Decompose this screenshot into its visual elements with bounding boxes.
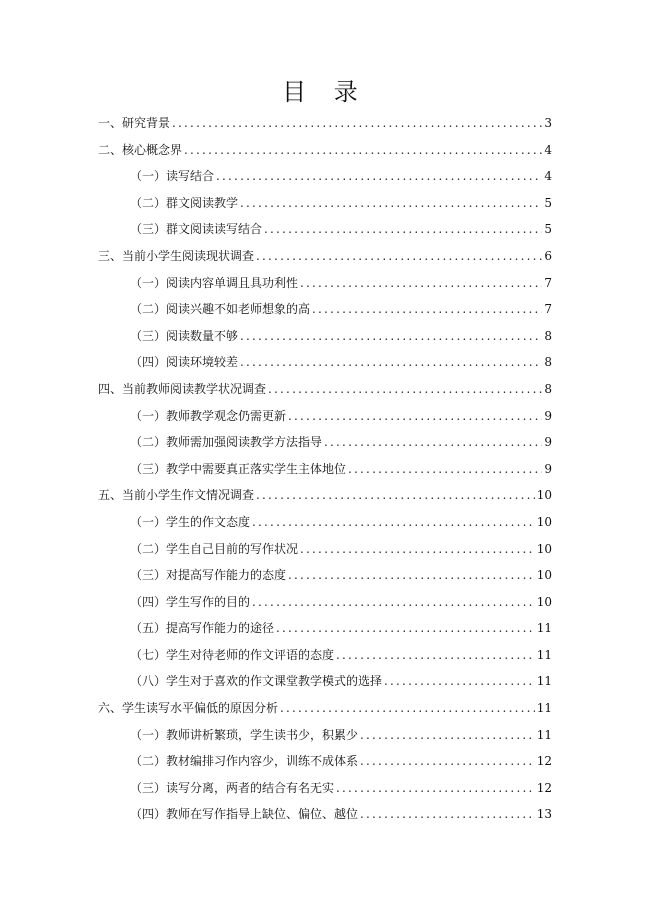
dot-leader <box>276 615 535 642</box>
dot-leader <box>252 589 535 616</box>
toc-entry-title: （八）学生对于喜欢的作文课堂教学模式的选择 <box>130 674 383 689</box>
toc-entry-title: （四）学生写作的目的 <box>130 594 251 609</box>
toc-entry[interactable] <box>98 482 552 509</box>
toc-entry[interactable] <box>98 775 552 802</box>
dot-leader <box>336 642 535 669</box>
toc-entry-title: 四、当前教师阅读教学状况调查 <box>98 381 267 396</box>
toc-page-number: 12 <box>536 754 552 769</box>
dot-leader <box>172 110 542 137</box>
toc-page-number: 5 <box>544 222 552 237</box>
toc-entry[interactable] <box>98 801 552 828</box>
toc-page-number: 10 <box>536 514 552 529</box>
toc-entry-title: （三）对提高写作能力的态度 <box>130 568 287 583</box>
toc-page-number: 11 <box>536 647 552 662</box>
dot-leader <box>312 296 542 323</box>
toc-entry[interactable] <box>98 695 552 722</box>
toc-entry[interactable] <box>98 589 552 616</box>
toc-entry[interactable] <box>98 509 552 536</box>
toc-entry-title: （二）阅读兴趣不如老师想象的高 <box>130 302 311 317</box>
toc-page-number: 8 <box>544 381 552 396</box>
toc-entry[interactable] <box>98 642 552 669</box>
toc-entry[interactable] <box>98 456 552 483</box>
dot-leader <box>360 722 535 749</box>
toc-page-number: 10 <box>536 594 552 609</box>
dot-leader <box>288 562 535 589</box>
toc-page-number: 9 <box>544 435 552 450</box>
toc-page-number: 12 <box>536 780 552 795</box>
dot-leader <box>264 216 542 243</box>
dot-leader <box>280 695 535 722</box>
toc-entry[interactable] <box>98 722 552 749</box>
toc-entry[interactable] <box>98 216 552 243</box>
toc-page-number: 10 <box>536 488 552 503</box>
toc-entry[interactable] <box>98 296 552 323</box>
dot-leader <box>336 775 535 802</box>
toc-page-number: 7 <box>544 275 552 290</box>
toc-page-number: 3 <box>544 116 552 130</box>
toc-entry-title: 五、当前小学生作文情况调查 <box>98 488 255 503</box>
toc-entry[interactable] <box>98 376 552 403</box>
toc-entry[interactable] <box>98 243 552 270</box>
toc-entry[interactable] <box>98 536 552 563</box>
dot-leader <box>268 376 542 403</box>
toc-entry-title: （一）教师教学观念仍需更新 <box>130 408 287 423</box>
toc-entry-title: （三）读写分离，两者的结合有名无实 <box>130 780 335 795</box>
toc-page-number: 11 <box>536 727 552 742</box>
dot-leader <box>360 801 535 828</box>
dot-leader <box>240 349 542 376</box>
toc-entry[interactable] <box>98 748 552 775</box>
toc-entry-title: （三）教学中需要真正落实学生主体地位 <box>130 461 347 476</box>
dot-leader <box>384 668 535 695</box>
page-title: 目 录 <box>282 78 368 106</box>
toc-entry[interactable] <box>98 429 552 456</box>
dot-leader <box>240 323 542 350</box>
dot-leader <box>300 536 535 563</box>
toc-entry-title: （二）教材编排习作内容少，训练不成体系 <box>130 754 359 769</box>
toc-page-number: 4 <box>544 169 552 184</box>
dot-leader <box>348 456 542 483</box>
toc-page-number: 9 <box>544 408 552 423</box>
toc-page-number: 11 <box>536 674 552 689</box>
table-of-contents <box>98 110 552 828</box>
toc-page-number: 11 <box>536 621 552 636</box>
dot-leader <box>256 243 542 270</box>
toc-entry-title: （五）提高写作能力的途径 <box>130 621 275 636</box>
dot-leader <box>360 748 535 775</box>
toc-entry-title: （二）学生自己目前的写作状况 <box>130 541 299 556</box>
dot-leader <box>256 482 535 509</box>
toc-page-number: 6 <box>544 248 552 263</box>
toc-entry-title: （一）教师讲析繁琐，学生读书少，积累少 <box>130 727 359 742</box>
toc-entry-title: （四）阅读环境较差 <box>130 355 239 370</box>
toc-entry[interactable] <box>98 615 552 642</box>
toc-page-number: 11 <box>536 701 552 716</box>
toc-page-number: 10 <box>536 541 552 556</box>
dot-leader <box>300 270 542 297</box>
dot-leader <box>288 403 542 430</box>
toc-entry[interactable] <box>98 562 552 589</box>
toc-entry-title: 六、学生读写水平偏低的原因分析 <box>98 701 279 716</box>
toc-entry[interactable] <box>98 163 552 190</box>
toc-page-number: 10 <box>536 568 552 583</box>
toc-entry-title: 二、核心概念界 <box>98 142 183 157</box>
toc-entry-title: （四）教师在写作指导上缺位、偏位、越位 <box>130 807 359 822</box>
toc-entry[interactable] <box>98 190 552 217</box>
toc-entry[interactable] <box>98 270 552 297</box>
toc-entry-title: （三）阅读数量不够 <box>130 328 239 343</box>
dot-leader <box>184 137 542 164</box>
toc-entry-title: 一、研究背景 <box>98 116 171 130</box>
toc-page-number: 7 <box>544 302 552 317</box>
dot-leader <box>252 509 535 536</box>
toc-entry-title: （三）群文阅读读写结合 <box>130 222 263 237</box>
toc-entry[interactable] <box>98 403 552 430</box>
toc-page-number: 13 <box>536 807 552 822</box>
toc-entry-title: （一）阅读内容单调且具功利性 <box>130 275 299 290</box>
toc-page-number: 5 <box>544 195 552 210</box>
toc-entry-title: 三、当前小学生阅读现状调查 <box>98 248 255 263</box>
toc-page-number: 8 <box>544 328 552 343</box>
toc-page-number: 8 <box>544 355 552 370</box>
toc-page-number: 9 <box>544 461 552 476</box>
toc-entry[interactable] <box>98 349 552 376</box>
dot-leader <box>324 429 542 456</box>
toc-page-number: 4 <box>544 142 552 157</box>
dot-leader <box>240 190 542 217</box>
toc-entry[interactable] <box>98 323 552 350</box>
toc-entry-title: （二）教师需加强阅读教学方法指导 <box>130 435 323 450</box>
toc-entry-title: （二）群文阅读教学 <box>130 195 239 210</box>
toc-entry[interactable] <box>98 110 552 137</box>
dot-leader <box>216 163 542 190</box>
toc-entry-title: （一）读写结合 <box>130 169 215 184</box>
toc-entry-title: （一）学生的作文态度 <box>130 514 251 529</box>
toc-entry-title: （七）学生对待老师的作文评语的态度 <box>130 647 335 662</box>
toc-entry[interactable] <box>98 668 552 695</box>
toc-entry[interactable] <box>98 137 552 164</box>
